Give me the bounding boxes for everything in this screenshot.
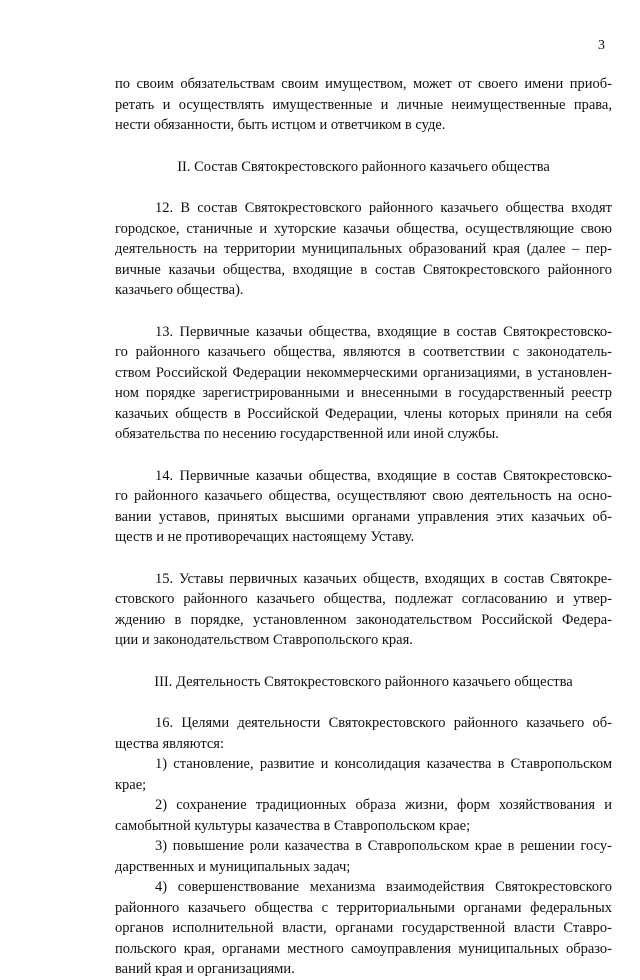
paragraph-16 <box>115 713 612 754</box>
text-line: 12. В состав Святокрестовского районного казачьего общества входят <box>155 200 612 216</box>
text-line: нести обязанности, быть истцом и ответчиком в суде. <box>115 117 446 133</box>
text-line: деятельность на территории муниципальных образований края (далее – пер- <box>115 241 612 257</box>
paragraph-14 <box>115 466 612 548</box>
paragraph-13 <box>115 322 612 445</box>
text-line: обязательства по несению государственной или иной службы. <box>115 426 499 442</box>
page-number: 3 <box>598 38 605 53</box>
text-line: самобытной культуры казачества в Ставропольском крае; <box>115 817 471 834</box>
text-line: районного казачьего общества с территориальными органами федеральных <box>115 899 612 916</box>
text-line: 2) сохранение традиционных образа жизни, форм хозяйствования и <box>155 797 612 813</box>
text-line: дарственных и муниципальных задач; <box>115 858 351 875</box>
text-line: по своим обязательствам своим имуществом, может от своего имени приоб- <box>115 76 612 92</box>
paragraph-15 <box>115 569 612 651</box>
text-line: го районного казачьего общества, являются в соответствии с законодатель- <box>115 344 612 360</box>
text-line: ждению в порядке, установленном законодательством Российской Федера- <box>115 611 612 628</box>
text-line: 3) повышение роли казачества в Ставропольском крае в решении госу- <box>155 838 612 854</box>
text-line: казачьего общества). <box>115 282 244 298</box>
text-line: городское, станичные и хуторские казачьи общества, осуществляющие свою <box>115 220 612 237</box>
text-line: 16. Целями деятельности Святокрестовского районного казачьего об- <box>155 715 612 731</box>
text-line: 15. Уставы первичных казачьих обществ, входящих в состав Святокре- <box>155 570 612 587</box>
text-line: го районного казачьего общества, осуществляют свою деятельность на осно- <box>115 488 612 504</box>
text-line: вании уставов, принятых высшими органами управления этих казачьих об- <box>115 508 612 525</box>
text-line: ции и законодательством Ставропольского края. <box>115 632 413 648</box>
text-line: 4) совершенствование механизма взаимодействия Святокрестовского <box>155 879 612 895</box>
text-line: стовского районного казачьего общества, подлежат согласованию и утвер- <box>115 591 612 607</box>
list-item-16-3 <box>115 836 612 877</box>
text-line: ретать и осуществлять имущественные и личные неимущественные права, <box>115 96 612 113</box>
text-line: крае; <box>115 776 147 793</box>
list-item-16-2 <box>115 795 612 836</box>
text-line: щества являются: <box>115 735 224 752</box>
list-item-16-4 <box>115 877 612 980</box>
text-line: казачьих обществ в Российской Федерации, члены которых приняли на себя <box>115 405 612 422</box>
section-heading-2: II. Состав Святокрестовского районного казачьего общества <box>177 158 550 175</box>
text-line: 1) становление, развитие и консолидация казачества в Ставропольском <box>155 756 612 772</box>
text-line: 14. Первичные казачьи общества, входящие в состав Святокрестовско- <box>155 467 612 484</box>
text-line: ваний края и организациями. <box>115 961 295 977</box>
paragraph-12 <box>115 198 612 301</box>
text-line: органов исполнительной власти, органами государственной власти Ставро- <box>115 920 612 936</box>
text-line: ством Российской Федерации некоммерческими организациями, в установлен- <box>115 364 612 381</box>
text-line: ществ и не противоречащих настоящему Уставу. <box>115 529 415 545</box>
text-line: 13. Первичные казачьи общества, входящие в состав Святокрестовско- <box>155 323 612 340</box>
section-heading-3: III. Деятельность Святокрестовского районного казачьего общества <box>154 673 573 690</box>
document-body <box>115 74 612 980</box>
paragraph-intro <box>115 74 612 136</box>
text-line: польского края, органами местного самоуправления муниципальных образо- <box>115 940 612 957</box>
list-item-16-1 <box>115 754 612 795</box>
text-line: ном порядке зарегистрированными и внесенными в государственный реестр <box>115 385 612 401</box>
text-line: вичные казачьи общества, входящие в состав Святокрестовского районного <box>115 261 612 278</box>
